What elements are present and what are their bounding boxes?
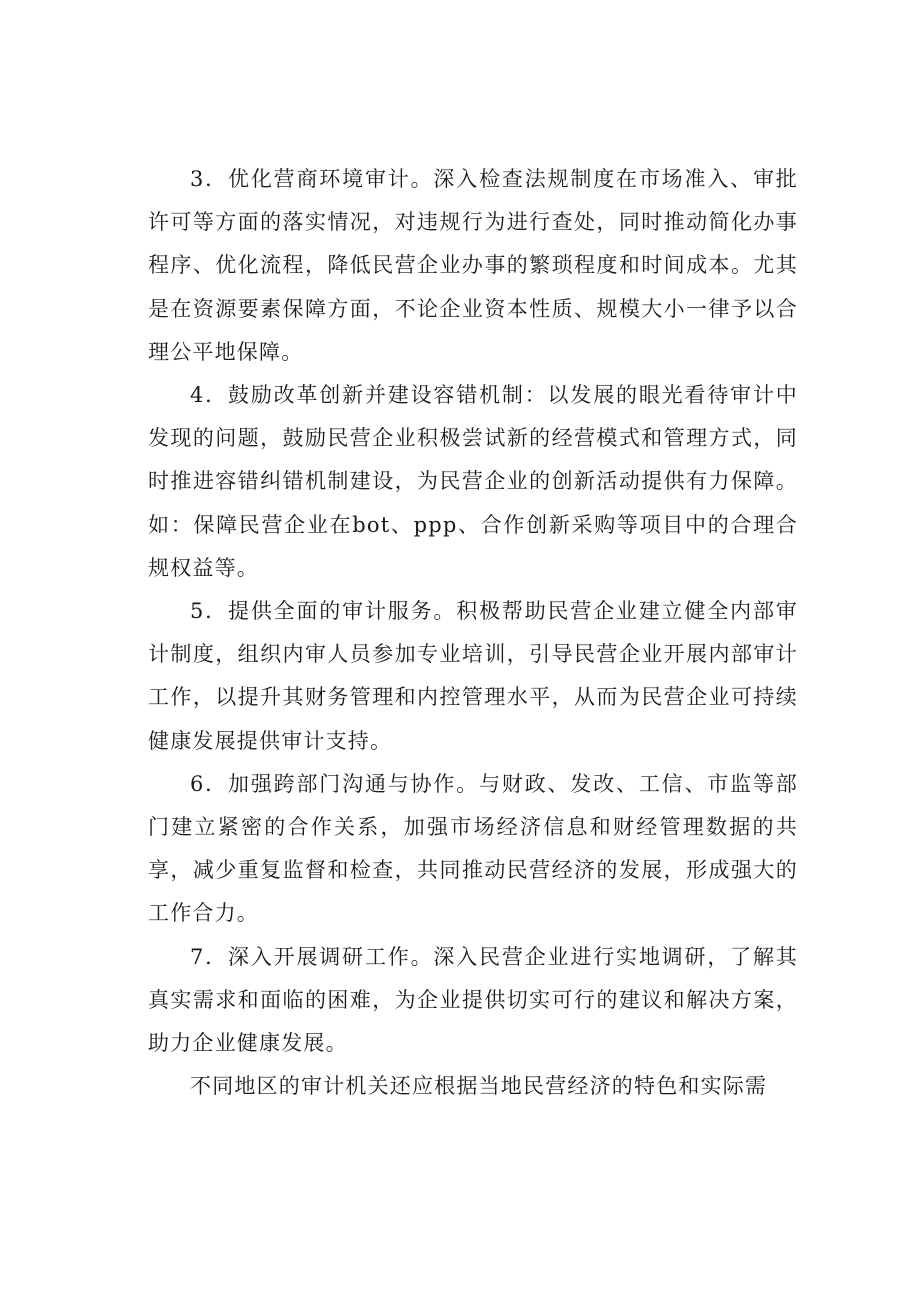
document-body <box>148 158 798 1108</box>
paragraph-comprehensive-audit-services: 5．提供全面的审计服务。积极帮助民营企业建立健全内部审计制度，组织内审人员参加专业培训，引导民营企业开展内部审计工作，以提升其财务管理和内控管理水平，从而为民营企业可持续健康发展提供审计支持。 <box>148 599 798 753</box>
paragraph-cross-department-collaboration: 6．加强跨部门沟通与协作。与财政、发改、工信、市监等部门建立紧密的合作关系，加强市场经济信息和财经管理数据的共享，减少重复监督和检查，共同推动民营经济的发展，形成强大的工作合力。 <box>148 771 798 926</box>
paragraph-optimize-business-environment-audit: 3．优化营商环境审计。深入检查法规制度在市场准入、审批许可等方面的落实情况，对违规行为进行查处，同时推动简化办事程序、优化流程，降低民营企业办事的繁琐程度和时间成本。尤其是在资源要素保障方面，不论企业资本性质、规模大小一律予以合理公平地保障。 <box>148 167 798 364</box>
paragraph-regional-audit-note: 不同地区的审计机关还应根据当地民营经济的特色和实际需 <box>190 1074 768 1099</box>
paragraph-field-research: 7．深入开展调研工作。深入民营企业进行实地调研，了解其真实需求和面临的困难，为企业提供切实可行的建议和解决方案，助力企业健康发展。 <box>148 944 798 1056</box>
paragraph-encourage-reform-innovation: 4．鼓励改革创新并建设容错机制：以发展的眼光看待审计中发现的问题，鼓励民营企业积极尝试新的经营模式和管理方式，同时推进容错纠错机制建设，为民营企业的创新活动提供有力保障。如：保障民营企业在bot、ppp、合作创新采购等项目中的合理合规权益等。 <box>148 383 798 580</box>
